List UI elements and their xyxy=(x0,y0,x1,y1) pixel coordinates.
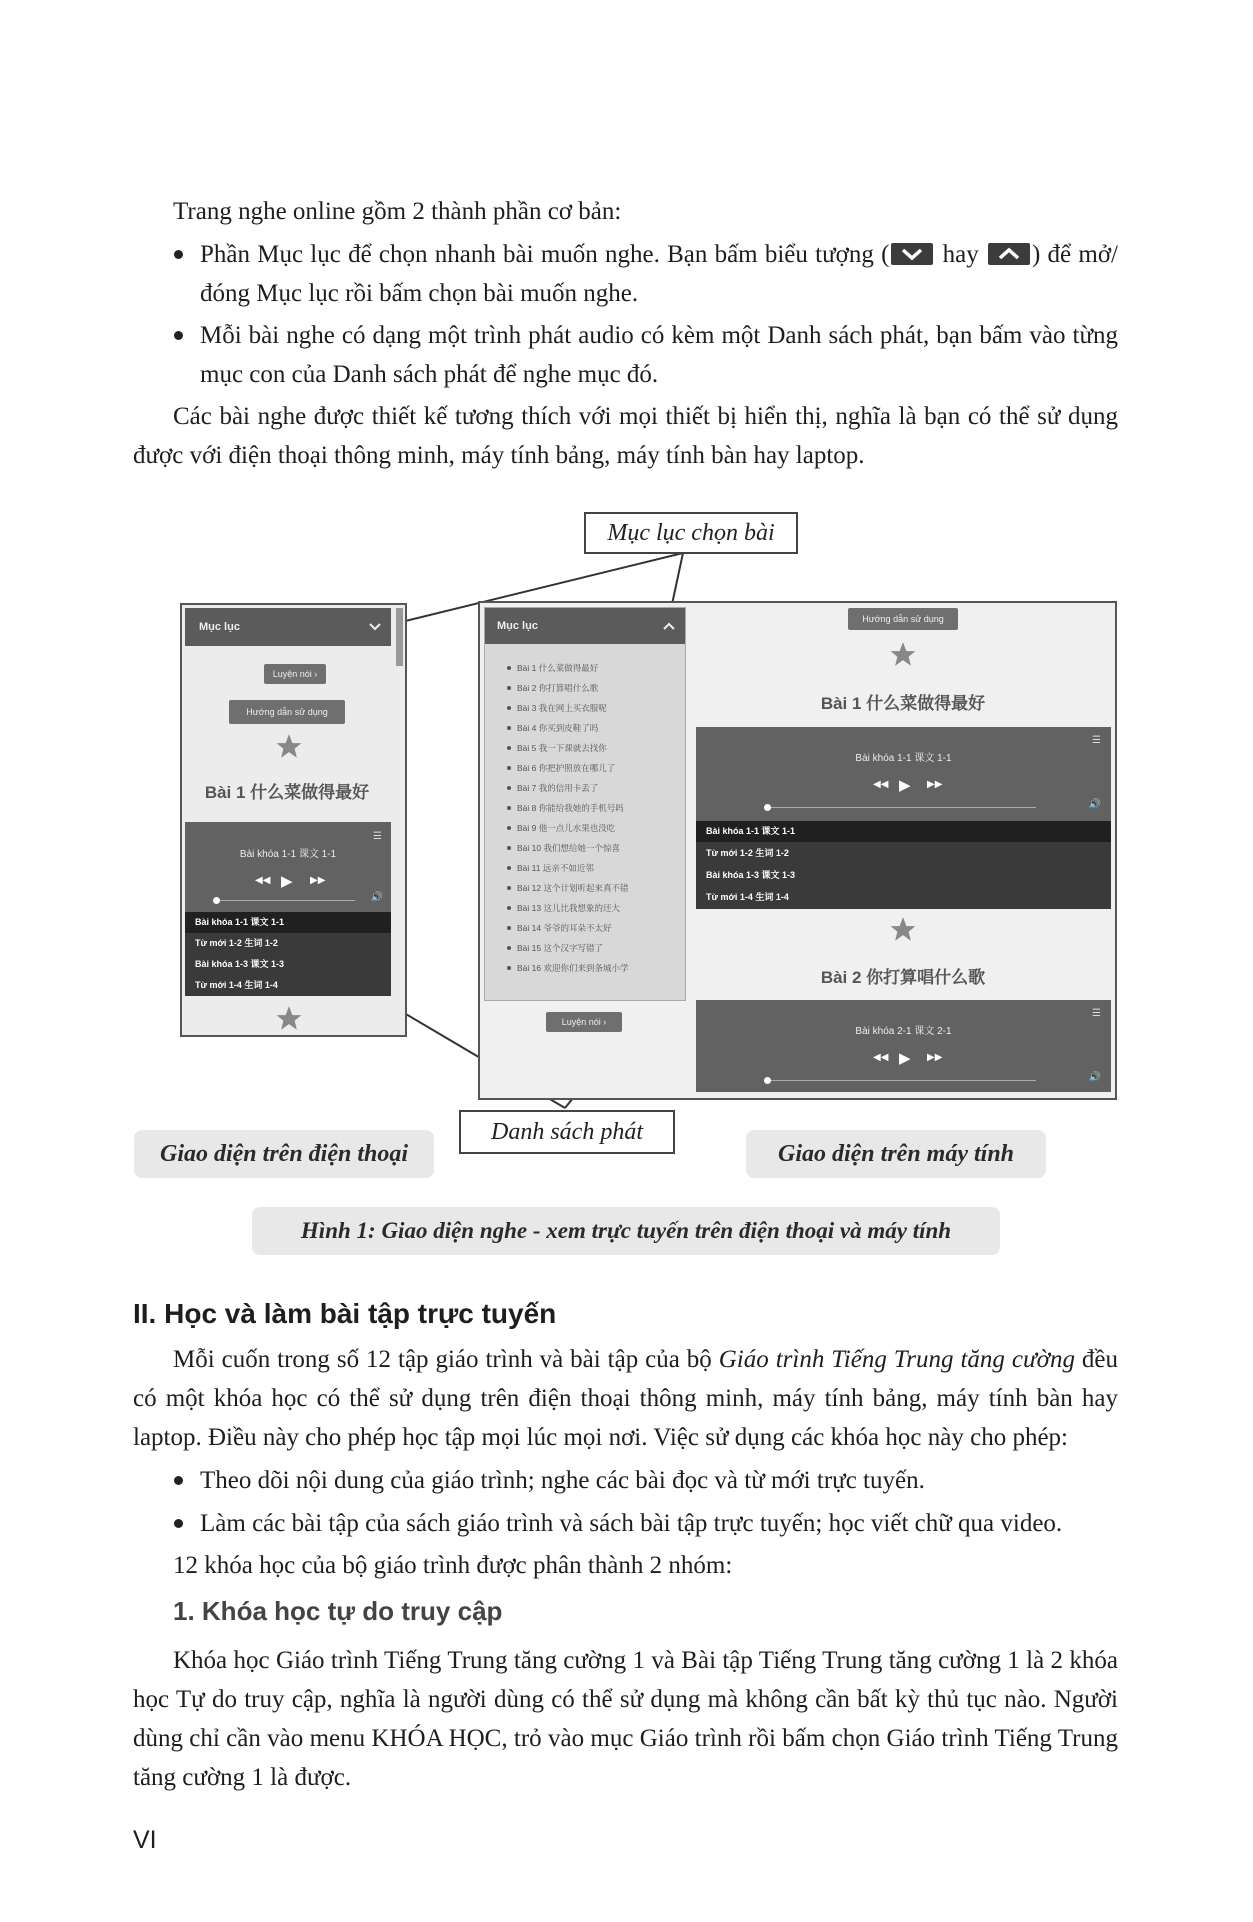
playlist-icon[interactable]: ☰ xyxy=(373,831,382,842)
play-icon[interactable]: ▶ xyxy=(281,873,293,890)
toc-item[interactable]: Bài 3 我在网上买衣服呢 xyxy=(517,698,628,718)
toc-item[interactable]: Bài 9 他一点儿水果也没吃 xyxy=(517,818,628,838)
desktop-practice-button[interactable]: Luyện nói › xyxy=(546,1012,622,1032)
bullet-dot xyxy=(174,1476,183,1485)
callout-playlist: Danh sách phát xyxy=(459,1110,675,1154)
intro-paragraph: Các bài nghe được thiết kế tương thích với mọi thiết bị hiển thị, nghĩa là bạn có thể sử dụng được với điện thoại thông minh, máy tính bảng, máy tính bàn hay laptop. xyxy=(133,403,1118,469)
toc-item[interactable]: Bài 4 你买到皮鞋了吗 xyxy=(517,718,628,738)
desktop-audio-player-1 xyxy=(696,727,1111,821)
intro-lead: Trang nghe online gồm 2 thành phần cơ bản: xyxy=(173,198,622,225)
playlist-item[interactable]: Bài khóa 1-3 课文 1-3 xyxy=(195,959,285,969)
volume-icon[interactable]: 🔊 xyxy=(1088,799,1101,810)
phone-playlist xyxy=(185,912,391,996)
section-paragraph-2: 12 khóa học của bộ giáo trình được phân thành 2 nhóm: xyxy=(173,1552,733,1579)
rewind-icon[interactable]: ◀◀ xyxy=(873,779,889,790)
toc-item[interactable]: Bài 7 我的信用卡丢了 xyxy=(517,778,628,798)
desktop-lesson2-title: Bài 2 你打算唱什么歌 xyxy=(820,968,986,987)
playlist-item[interactable]: Bài khóa 1-1 课文 1-1 xyxy=(696,821,1111,842)
playlist-icon[interactable]: ☰ xyxy=(1092,735,1101,746)
play-icon[interactable]: ▶ xyxy=(899,777,911,794)
phone-scrollbar[interactable] xyxy=(396,608,403,666)
playlist-icon[interactable]: ☰ xyxy=(1092,1008,1101,1019)
page-number: VI xyxy=(133,1826,157,1854)
star-icon[interactable] xyxy=(889,641,917,668)
playlist-item[interactable]: Bài khóa 1-1 课文 1-1 xyxy=(185,912,391,933)
section-paragraph-3: Khóa học Giáo trình Tiếng Trung tăng cường 1 và Bài tập Tiếng Trung tăng cường 1 là 2 khóa học Tự do truy cập, nghĩa là người dùng có thể sử dụng mà không cần bất kỳ thủ tục nào. Người dùng chỉ cần vào menu KHÓA HỌC, trỏ vào mục Giáo trình rồi bấm chọn Giáo trình Tiếng Trung tăng cường 1 là được. xyxy=(133,1647,1118,1791)
toc-item[interactable]: Bài 1 什么菜做得最好 xyxy=(517,658,628,678)
toc-item[interactable]: Bài 13 这儿比我想象的还大 xyxy=(517,898,628,918)
sub-heading: 1. Khóa học tự do truy cập xyxy=(173,1596,503,1626)
playlist-item[interactable]: Từ mới 1-4 生词 1-4 xyxy=(195,980,278,990)
volume-icon[interactable]: 🔊 xyxy=(370,892,383,903)
desktop-toc-list xyxy=(517,658,628,978)
intro-bullet-2: Mỗi bài nghe có dạng một trình phát audio có kèm một Danh sách phát, bạn bấm vào từng mục con của Danh sách phát để nghe mục đó. xyxy=(200,316,1118,394)
toc-item[interactable]: Bài 2 你打算唱什么歌 xyxy=(517,678,628,698)
phone-screen xyxy=(180,603,407,1037)
toc-item[interactable]: Bài 8 你能给我她的手机号吗 xyxy=(517,798,628,818)
forward-icon[interactable]: ▶▶ xyxy=(310,875,326,886)
chevron-up-icon[interactable] xyxy=(663,622,675,630)
phone-audio-player xyxy=(185,822,391,912)
toc-item[interactable]: Bài 12 这个计划听起来真不错 xyxy=(517,878,628,898)
label-desktop: Giao diện trên máy tính xyxy=(746,1130,1046,1178)
label-phone: Giao diện trên điện thoại xyxy=(134,1130,434,1178)
section-paragraph-1: Mỗi cuốn trong số 12 tập giáo trình và bài tập của bộ Giáo trình Tiếng Trung tăng cường đều có một khóa học có thể sử dụng trên điện thoại thông minh, máy tính bảng, máy tính bàn hay laptop. Điều này cho phép học tập mọi lúc mọi nơi. Việc sử dụng các khóa học này cho phép: xyxy=(133,1346,1118,1451)
progress-handle[interactable] xyxy=(213,897,220,904)
forward-icon[interactable]: ▶▶ xyxy=(927,1052,943,1063)
star-icon[interactable] xyxy=(275,1005,303,1032)
desktop-toc-panel xyxy=(484,607,686,1001)
progress-track[interactable] xyxy=(766,807,1036,808)
rewind-icon[interactable]: ◀◀ xyxy=(873,1052,889,1063)
toc-item[interactable]: Bài 15 这个汉字写错了 xyxy=(517,938,628,958)
callout-toc: Mục lục chọn bài xyxy=(584,512,798,554)
playlist-item[interactable]: Từ mới 1-4 生词 1-4 xyxy=(706,892,789,902)
figure-caption: Hình 1: Giao diện nghe - xem trực tuyến trên điện thoại và máy tính xyxy=(252,1207,1000,1255)
volume-icon[interactable]: 🔊 xyxy=(1088,1072,1101,1083)
desktop-audio-player-2 xyxy=(696,1000,1111,1092)
toc-item[interactable]: Bài 10 我们想给她一个惊喜 xyxy=(517,838,628,858)
toc-item[interactable]: Bài 11 远亲不如近邻 xyxy=(517,858,628,878)
progress-handle[interactable] xyxy=(764,804,771,811)
rewind-icon[interactable]: ◀◀ xyxy=(255,875,271,886)
desktop-guide-button[interactable]: Hướng dẫn sử dụng xyxy=(848,608,958,630)
playlist-item[interactable]: Từ mới 1-2 生词 1-2 xyxy=(706,848,789,858)
phone-lesson-title: Bài 1 什么菜做得最好 xyxy=(204,783,370,802)
desktop-playlist xyxy=(696,821,1111,909)
phone-guide-button[interactable]: Hướng dẫn sử dụng xyxy=(229,700,345,724)
desktop-lesson1-title: Bài 1 什么菜做得最好 xyxy=(820,694,986,713)
progress-track[interactable] xyxy=(766,1080,1036,1081)
star-icon[interactable] xyxy=(275,733,303,760)
forward-icon[interactable]: ▶▶ xyxy=(927,779,943,790)
toc-item[interactable]: Bài 14 爷爷的耳朵不太好 xyxy=(517,918,628,938)
star-icon[interactable] xyxy=(889,916,917,943)
desktop-track1-title: Bài khóa 1-1 课文 1-1 xyxy=(855,753,952,764)
section-bullet-2: Làm các bài tập của sách giáo trình và sách bài tập trực tuyến; học viết chữ qua video. xyxy=(200,1504,1118,1543)
intro-bullet-1: Phần Mục lục để chọn nhanh bài muốn nghe. Bạn bấm biểu tượng ( hay ) để mở/đóng Mục lục rồi bấm chọn bài muốn nghe. xyxy=(200,235,1118,313)
section-heading: II. Học và làm bài tập trực tuyến xyxy=(133,1298,557,1329)
phone-practice-button[interactable]: Luyện nói › xyxy=(264,664,326,684)
toc-item[interactable]: Bài 16 欢迎你们来到条城小学 xyxy=(517,958,628,978)
phone-menu-bar[interactable] xyxy=(185,608,391,646)
bullet-dot xyxy=(174,1519,183,1528)
playlist-item[interactable]: Bài khóa 1-3 课文 1-3 xyxy=(706,870,796,880)
toc-item[interactable]: Bài 6 你把护照放在哪儿了 xyxy=(517,758,628,778)
desktop-screen xyxy=(478,601,1117,1100)
phone-track-title: Bài khóa 1-1 课文 1-1 xyxy=(239,849,337,860)
phone-menu-title: Mục lục xyxy=(199,621,240,633)
progress-track[interactable] xyxy=(215,900,355,901)
chevron-down-icon[interactable] xyxy=(369,623,381,631)
play-icon[interactable]: ▶ xyxy=(899,1050,911,1067)
desktop-track2-title: Bài khóa 2-1 课文 2-1 xyxy=(855,1026,952,1037)
progress-handle[interactable] xyxy=(764,1077,771,1084)
section-bullet-1: Theo dõi nội dung của giáo trình; nghe các bài đọc và từ mới trực tuyến. xyxy=(200,1461,1118,1500)
toc-item[interactable]: Bài 5 我一下课就去找你 xyxy=(517,738,628,758)
desktop-menu-bar[interactable]: Mục lục xyxy=(485,608,685,644)
playlist-item[interactable]: Từ mới 1-2 生词 1-2 xyxy=(195,938,278,948)
